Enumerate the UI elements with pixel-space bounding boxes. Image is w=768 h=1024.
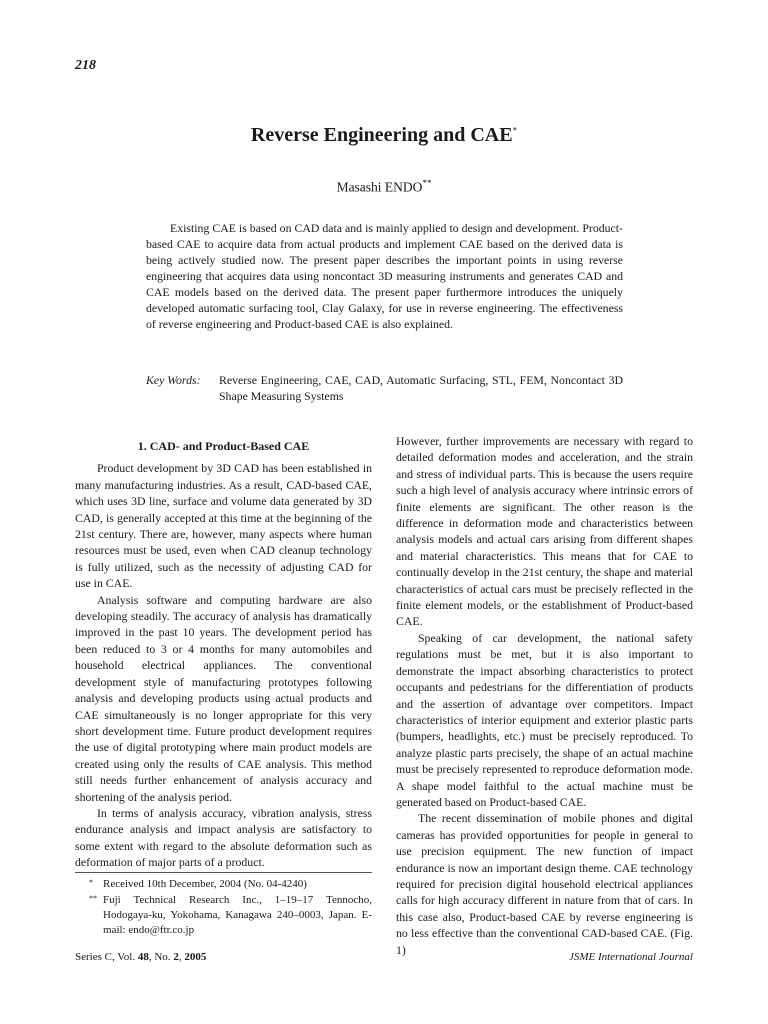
paragraph: Product development by 3D CAD has been established in many manufacturing industries. As a result, CAD-based CAE, which uses 3D line, surface and volume data generated by 3D CAD, is generally accepted at this time at the beginning of the 21st century. There are, however, many aspects where human resources must be used, even when CAD cleanup technology is fully utilized, such as the necessity of adjusting CAD for use in CAE.	[75, 461, 372, 591]
keywords	[146, 372, 623, 404]
footer-series-prefix: Series C, Vol.	[75, 951, 138, 963]
keywords-text: Reverse Engineering, CAE, CAD, Automatic Surfacing, STL, FEM, Noncontact 3D Shape Measuring Systems	[219, 373, 623, 403]
left-column	[75, 438, 372, 871]
footer-number: 2	[173, 951, 179, 963]
author-footnote-mark: **	[422, 178, 432, 188]
paragraph: In terms of analysis accuracy, vibration analysis, stress endurance analysis and impact analysis are satisfactory to some extent with regard to the absolute deformation such as deformation of major parts of a product.	[75, 805, 372, 870]
title-text: Reverse Engineering and CAE	[250, 124, 513, 146]
footnote-text: Received 10th December, 2004 (No. 04-4240)	[103, 878, 307, 890]
paragraph: However, further improvements are necessary with regard to detailed deformation modes and acceleration, and the strain and stress of individual parts. This is because the users require such a high level of analysis accuracy where intrinsic errors of finite elements are significant. The other reason is the difference in deformation mode and characteristics between analysis models and actual cars arising from different shapes and material characteristics. This means that for CAE to continually develop in the 21st century, the shape and material characteristics of actual cars must be precisely reflected in the finite element models, or the establishment of Product-based CAE.	[396, 434, 693, 629]
paragraph: Analysis software and computing hardware are also developing steadily. The accuracy of analysis has dramatically improved in the past 10 years. The development period has been reduced to 3 or 4 months for many automobiles and household electrical appliances. The conventional development style of manufacturing prototypes following analysis and developing products using actual products and CAE simultaneously is no longer appropriate for this very short development time. Future product development requires the use of digital prototyping where main product models are created using only the results of CAE analysis. This method still needs further enhancement of analysis accuracy and shortening of the analysis period.	[75, 592, 372, 804]
footnote-text: Fuji Technical Research Inc., 1–19–17 Tennocho, Hodogaya-ku, Yokohama, Kanagawa 240–0003, Japan. E-mail: endo@ftr.co.jp	[103, 894, 372, 936]
paragraph: Speaking of car development, the national safety regulations must be met, but it is also important to demonstrate the impact absorbing characteristics to protect occupants and pedestrians for the differentiation of products and the assertion of advantage over competitors. Impact characteristics of interior equipment and exterior plastic parts (bumpers, headlights, etc.) must be precisely reproduced. To analyze plastic parts precisely, the shape of an actual machine must be precisely represented to reproduce deformation mode. A shape model faithful to the actual machine must be generated based on Product-based CAE.	[396, 630, 693, 809]
author-name: Masashi ENDO	[336, 179, 423, 195]
title-footnote-mark: *	[512, 125, 518, 136]
keywords-label: Key Words:	[146, 373, 201, 387]
footnote	[75, 893, 372, 938]
right-column	[396, 433, 693, 958]
footer-volume: 48	[137, 951, 149, 963]
section-heading: 1. CAD- and Product-Based CAE	[137, 439, 310, 453]
paragraph: The recent dissemination of mobile phones and digital cameras has provided opportunities for people in general to use precision equipment. The new function of impact endurance is now an important design theme. CAE technology required for precision digital household electrical appliances calls for high accuracy different in nature from that of cars. In this case also, Product-based CAE by reverse engineering is no less effective than the conventional CAD-based CAE. (Fig. 1)	[396, 811, 693, 957]
footer-journal: JSME International Journal	[568, 951, 693, 963]
footer-year-sep: ,	[178, 951, 185, 963]
page-number: 218	[75, 58, 96, 73]
paper-title	[0, 124, 768, 147]
author-line	[0, 178, 768, 196]
footer-no-prefix: , No.	[148, 951, 174, 963]
footnotes	[75, 872, 372, 939]
footer-series	[75, 951, 206, 963]
footer-year: 2005	[184, 951, 207, 963]
footnote-mark: *	[89, 878, 93, 887]
footnote-mark: **	[89, 894, 97, 903]
footnote	[75, 877, 372, 892]
abstract: Existing CAE is based on CAD data and is mainly applied to design and development. Product-based CAE to acquire data from actual products and implement CAE based on the derived data is being actively studied now. The present paper describes the important points in using reverse engineering that acquires data using noncontact 3D measuring instruments and generates CAD and CAE models based on the derived data. The present paper furthermore introduces the uniquely developed automatic surfacing tool, Clay Galaxy, for use in reverse engineering. The effectiveness of reverse engineering and Product-based CAE is also explained.	[146, 221, 623, 331]
